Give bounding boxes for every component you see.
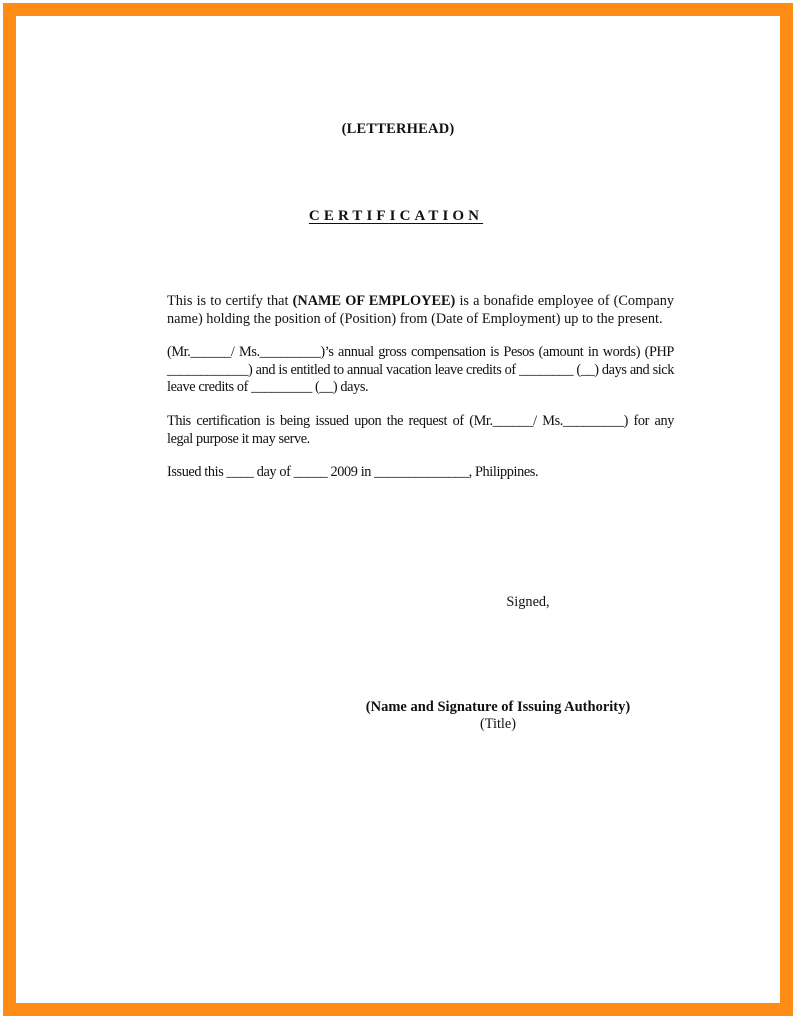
- issuing-authority-line: (Name and Signature of Issuing Authority): [365, 699, 631, 715]
- document-body: [167, 293, 674, 482]
- signed-label: Signed,: [506, 594, 550, 610]
- paragraph-request: This certification is being issued upon the request of (Mr.______/ Ms._________) for any legal purpose it may serve.: [167, 412, 674, 447]
- letterhead-placeholder: (LETTERHEAD): [341, 121, 455, 137]
- paragraph-compensation: (Mr.______/ Ms._________)’s annual gross compensation is Pesos (amount in words) (PHP ____________) and is entitled to annual vacation leave credits of ________ (__) days and sick leave credits of _________ (__) days.: [167, 344, 674, 396]
- employee-name-placeholder: (NAME OF EMPLOYEE): [292, 293, 456, 309]
- paragraph-issued-date: Issued this ____ day of _____ 2009 in ______________, Philippines.: [167, 464, 539, 481]
- page-border-right: [780, 3, 793, 1016]
- paragraph-certify-lead: This is to certify that: [167, 293, 293, 309]
- page-border-bottom: [3, 1003, 793, 1016]
- certification-title-wrapper: [16, 207, 780, 225]
- page-title: CERTIFICATION: [308, 208, 484, 224]
- page-border-top: [3, 3, 793, 16]
- page-border-left: [3, 3, 16, 1016]
- issuing-authority-title: (Title): [479, 716, 516, 732]
- paragraph-certify-tail: is a bonafide employee of (Company name) holding the position of (Position) from (Date of Employment) up to the present.: [167, 293, 674, 327]
- document-sheet: [16, 16, 780, 1003]
- paragraph-certify: [167, 293, 674, 328]
